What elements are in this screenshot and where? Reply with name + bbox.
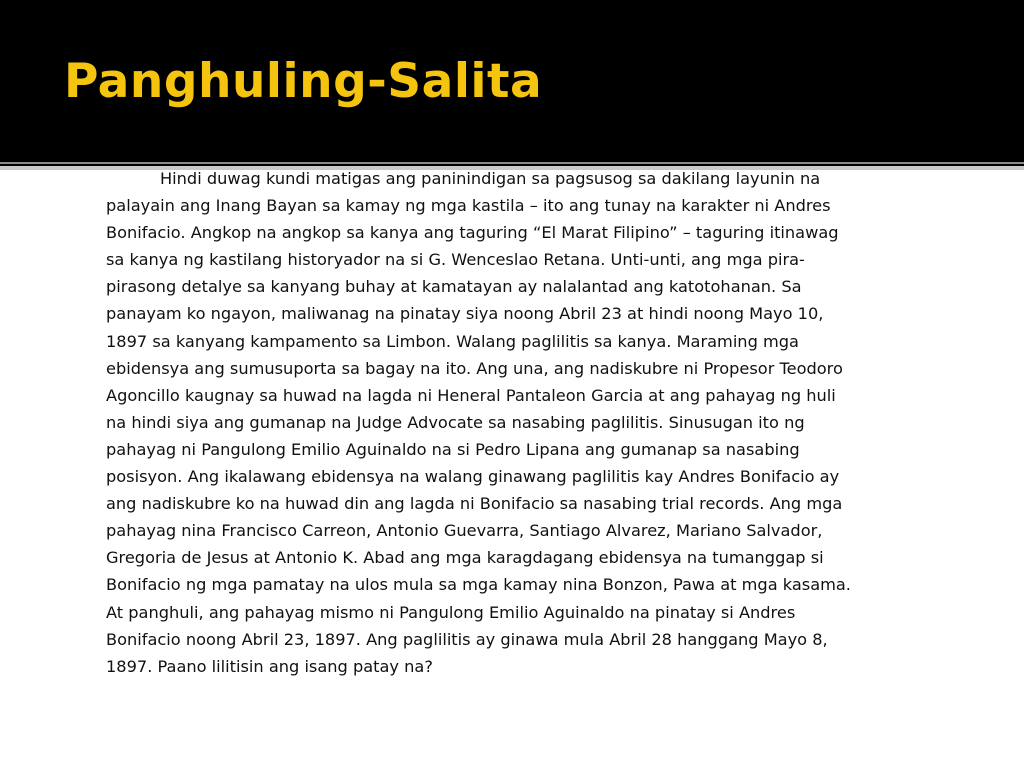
body-line: Agoncillo kaugnay sa huwad na lagda ni Heneral Pantaleon Garcia at ang pahayag ng huli [106, 385, 836, 405]
body-line: pirasong detalye sa kanyang buhay at kamatayan ay nalalantad ang katotohanan. Sa [106, 277, 802, 297]
body-line: At panghuli, ang pahayag mismo ni Pangulong Emilio Aguinaldo na pinatay si Andres [106, 602, 796, 622]
body-line: Bonifacio noong Abril 23, 1897. Ang paglilitis ay ginawa mula Abril 28 hanggang Mayo 8, [106, 629, 828, 649]
body-line: Bonifacio ng mga pamatay na ulos mula sa mga kamay nina Bonzon, Pawa at mga kasama. [106, 575, 851, 595]
body-line: Hindi duwag kundi matigas ang paninindigan sa pagsusog sa dakilang layunin na [160, 169, 821, 188]
body-line: pahayag nina Francisco Carreon, Antonio Guevarra, Santiago Alvarez, Mariano Salvador, [106, 521, 823, 541]
body-line: ang nadiskubre ko na huwad din ang lagda ni Bonifacio sa nasabing trial records. Ang mga [106, 494, 843, 514]
body-line: 1897 sa kanyang kampamento sa Limbon. Walang paglilitis sa kanya. Maraming mga [106, 331, 799, 351]
slide-title: Panghuling-Salita [64, 54, 543, 109]
body-line: sa kanya ng kastilang historyador na si G. Wenceslao Retana. Unti-unti, ang mga pira- [106, 250, 805, 270]
body-line: panayam ko ngayon, maliwanag na pinatay siya noong Abril 23 at hindi noong Mayo 10, [106, 304, 824, 324]
body-line: 1897. Paano lilitisin ang isang patay na? [106, 656, 433, 676]
body-paragraph [106, 165, 966, 680]
body-line: palayain ang Inang Bayan sa kamay ng mga kastila – ito ang tunay na karakter ni Andres [106, 196, 831, 216]
body-line: Bonifacio. Angkop na angkop sa kanya ang taguring “El Marat Filipino” – taguring itinawag [106, 223, 839, 243]
body-line: posisyon. Ang ikalawang ebidensya na walang ginawang paglilitis kay Andres Bonifacio ay [106, 467, 840, 487]
title-divider-thin [0, 162, 1024, 164]
body-line: pahayag ni Pangulong Emilio Aguinaldo na si Pedro Lipana ang gumanap sa nasabing [106, 439, 800, 459]
body-line: na hindi siya ang gumanap na Judge Advocate sa nasabing paglilitis. Sinusugan ito ng [106, 412, 805, 432]
body-line: ebidensya ang sumusuporta sa bagay na ito. Ang una, ang nadiskubre ni Propesor Teodoro [106, 358, 843, 378]
body-line: Gregoria de Jesus at Antonio K. Abad ang mga karagdagang ebidensya na tumanggap si [106, 548, 824, 568]
